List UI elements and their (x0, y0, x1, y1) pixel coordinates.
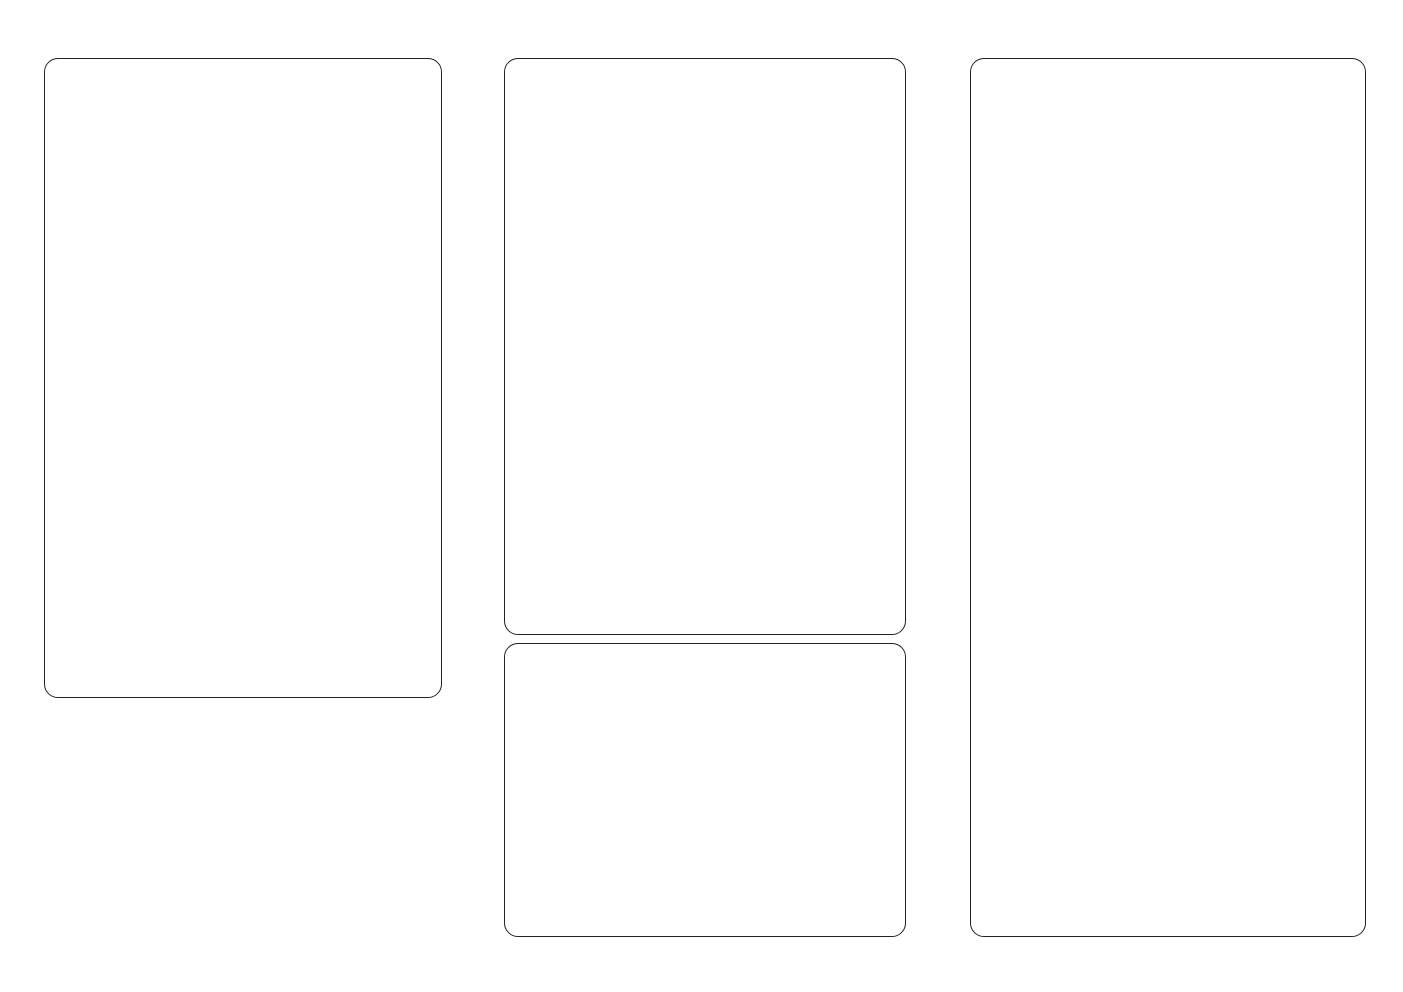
prayer-panel (504, 643, 906, 937)
news-panel (970, 58, 1366, 937)
revival-panel (44, 58, 442, 698)
mission-panel (504, 58, 906, 635)
